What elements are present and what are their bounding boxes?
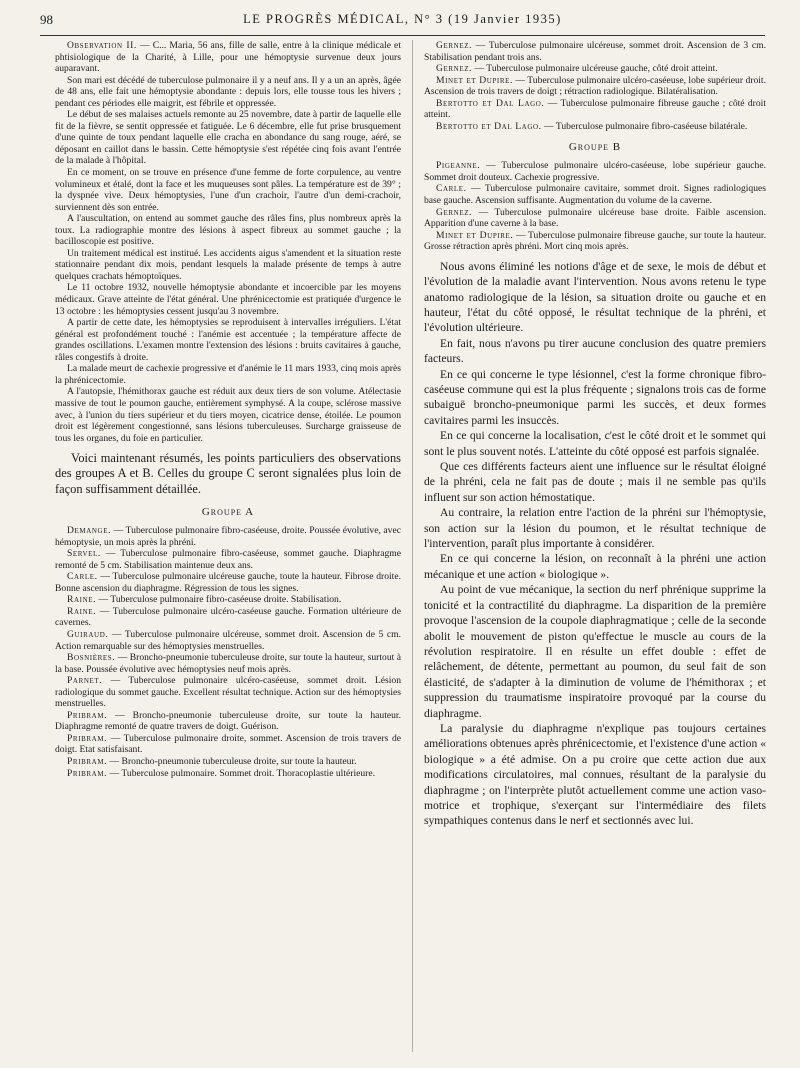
- case-text: — Tuberculose pulmonaire fibreuse gauche, sur toute la hauteur. Grosse rétraction après phréni. Mort cinq mois après.: [424, 229, 766, 253]
- observation-paragraph: Le 11 octobre 1932, nouvelle hémoptysie abondante et incoercible par les moyens médicaux. Grave atteinte de l'état général. Une phrénicectomie est pratiquée d'urgence le 13 octobre : les hémoptysies cessent jusqu'au 3 novembre.: [55, 282, 401, 317]
- case-text: — Tuberculose pulmonaire fibro-caséeuse, droite. Poussée évolutive, avec hémoptysie, un mois après la phréni.: [55, 525, 401, 548]
- case-text: — Tuberculose pulmonaire ulcéreuse base droite. Faible ascension. Apparition d'une caverne à la base.: [424, 206, 766, 230]
- case-entry: [55, 710, 401, 733]
- case-entry: [55, 756, 401, 768]
- case-text: — Tuberculose pulmonaire cavitaire, sommet droit. Signes radiologiques base gauche. Ascension suffisante. Augmentation du volume de la caverne.: [424, 183, 766, 207]
- case-author: Pigeanne.: [436, 160, 481, 172]
- case-entry: [424, 40, 766, 63]
- observation-paragraph: A partir de cette date, les hémoptysies se reproduisent à intervalles irréguliers. L'état général est profondément touché : l'anémie est accentuée ; la température affecte de grandes oscillations. L'examen montre l'extension des lésions : bruits cavitaires à gauche, râles congestifs à droite.: [55, 317, 401, 363]
- case-text: — Tuberculose pulmonaire fibro-caséeuse droite. Stabilisation.: [96, 594, 342, 606]
- case-entry: [55, 594, 401, 606]
- case-entry: [424, 160, 766, 183]
- case-text: — Tuberculose pulmonaire ulcéro-caséeuse, lobe supérieur gauche. Sommet droit douteux. Cachexie progressive.: [424, 160, 766, 183]
- case-text: — Tuberculose pulmonaire fibreuse gauche ; côté droit atteint.: [424, 97, 766, 121]
- discussion-paragraph: En ce qui concerne la lésion, on reconnaît à la phréni une action mécanique et une action « biologique ».: [424, 552, 766, 581]
- discussion-paragraph: En ce qui concerne le type lésionnel, c'est la forme chronique fibro-caséeuse commune qui est la plus fréquente ; signalons trois cas de forme subaiguë broncho-pneumonique parmi les succès, et deux formes cavitaires parmi les insuccès.: [424, 367, 766, 427]
- case-text: — Broncho-pneumonie tuberculeuse droite, sur toute la hauteur.: [107, 755, 357, 767]
- case-entry: [55, 675, 401, 710]
- case-text: — Broncho-pneumonie tuberculeuse droite, sur toute la hauteur. Diaphragme remonté de quatre travers de doigt. Guérison.: [55, 709, 401, 733]
- case-entry: [55, 768, 401, 780]
- case-entry: [55, 733, 401, 756]
- case-text: — Tuberculose pulmonaire fibro-caséeuse, sommet gauche. Diaphragme remonté de 5 cm. Stabilisation maintenue deux ans.: [55, 548, 401, 571]
- observation-opening-text: — C... Maria, 56 ans, fille de salle, entre à la clinique médicale et phtisiologique de la Charité, à Lille, pour une hémoptysie survenue deux jours auparavant.: [55, 40, 401, 75]
- discussion-paragraph: Que ces différents facteurs aient une influence sur le résultat éloigné de la phréni, cela ne fait pas de doute ; mais il ne semble pas qu'ils influent sur son action hémostatique.: [424, 460, 766, 504]
- case-author: Carle.: [436, 183, 467, 195]
- case-entry: [424, 98, 766, 121]
- case-author: Pribram.: [67, 732, 108, 744]
- case-author: Bertotto et Dal Lago.: [436, 97, 545, 109]
- case-author: Raine.: [67, 605, 97, 617]
- case-text: — Tuberculose pulmonaire ulcéreuse, sommet droit. Ascension de 3 cm. Stabilisation pendant trois ans.: [424, 40, 766, 63]
- case-author: Servel.: [67, 548, 101, 560]
- observation-paragraph: A l'auscultation, on entend au sommet gauche des râles fins, plus nombreux après la toux. La radiographie montre des lésions à aspect fibreux au sommet gauche ; la bacilloscopie est positive.: [55, 213, 401, 248]
- discussion-paragraph: Nous avons éliminé les notions d'âge et de sexe, le mois de début et l'évolution de la maladie avant l'intervention. Nous avons retenu le type anatomo radiologique de la lésion, sa situation droite ou gauche et en hauteur, l'état du côté opposé, le résultat technique de la phréni, et l'évolution ultérieure.: [424, 259, 766, 335]
- case-author: Gernez.: [436, 63, 473, 75]
- case-entry: [424, 207, 766, 230]
- discussion-text: [424, 259, 766, 829]
- observation-paragraph: Un traitement médical est institué. Les accidents aigus s'amendent et la situation reste stationnaire pendant dix mois, pendant lesquels la malade présente de temps à autre quelques crachats hémoptoïques.: [55, 247, 401, 282]
- left-column: [55, 40, 401, 1055]
- discussion-paragraph: En ce qui concerne la localisation, c'est le côté droit et le sommet qui sont le plus souvent notés. L'atteinte du côté opposé est parfois signalée.: [424, 429, 766, 458]
- case-text: — Tuberculose pulmonaire ulcéro-caséeuse, lobe supérieur droit. Ascension de trois travers de doigt ; rétraction radiologique. Bilatéralisation.: [424, 74, 766, 98]
- case-author: Demange.: [67, 525, 112, 537]
- case-entry: [424, 75, 766, 98]
- case-author: Raine.: [67, 594, 97, 606]
- case-author: Gernez.: [436, 206, 473, 218]
- case-author: Minet et Dupire.: [436, 229, 514, 241]
- case-text: — Broncho-pneumonie tuberculeuse droite, sur toute la hauteur, surtout à la base. Poussée évolutive avec hémoptysies neuf mois après.: [55, 652, 401, 675]
- case-author: Pribram.: [67, 767, 108, 779]
- observation-paragraph: La malade meurt de cachexie progressive et d'anémie le 11 mars 1933, cinq mois après la phrénicectomie.: [55, 363, 401, 386]
- case-entry: [55, 606, 401, 629]
- case-text: — Tuberculose pulmonaire ulcéro-caséeuse, sommet droit. Lésion radiologique du sommet gauche. Excellent résultat technique. Action sur des hémoptysies menstruelles.: [55, 675, 401, 710]
- group-a-continued: [424, 40, 766, 132]
- header-rule: [40, 35, 765, 36]
- group-b-title: Groupe B: [568, 141, 622, 154]
- case-author: Minet et Dupire.: [436, 74, 514, 86]
- case-text: — Tuberculose pulmonaire ulcéreuse gauche, côté droit atteint.: [472, 63, 718, 75]
- case-text: — Tuberculose pulmonaire ulcéreuse, sommet droit. Ascension de 5 cm. Action remarquable sur des hémoptysies menstruelles.: [55, 628, 401, 652]
- right-column: [424, 40, 766, 1055]
- discussion-paragraph: Au contraire, la relation entre l'action de la phréni sur l'hémoptysie, son action sur la lésion du poumon, et le résultat technique de l'intervention, paraît plus importante à considérer.: [424, 506, 766, 551]
- case-author: Parnet.: [67, 675, 103, 687]
- case-entry: [424, 230, 766, 253]
- observation-text: [55, 40, 401, 444]
- observation-paragraph: Le début de ses malaises actuels remonte au 25 novembre, date à partir de laquelle elle fit de la fièvre, se sentit oppressée et fatiguée. Le 6 décembre, elle fut prise brusquement d'une quinte de toux pendant laquelle elle cracha en abondance du sang rouge, aéré, se déposant en caillot dans le bassin. Cette hémoptysie s'est répétée cinq fois avant l'entrée de la malade à l'hôpital.: [55, 109, 401, 167]
- case-entry: [55, 548, 401, 571]
- case-text: — Tuberculose pulmonaire fibro-caséeuse bilatérale.: [541, 120, 748, 132]
- discussion-paragraph: La paralysie du diaphragme n'explique pas toujours certaines améliorations obtenues après phrénicectomie, et l'existence d'une action « biologique » a été admise. On a pu croire que cette action due aux modifications circulatoires, mal connues, résultant de la paralysie du diaphragme ; on l'interprète plutôt actuellement comme une action vaso-motrice et trophique, s'exerçant sur l'intermédiaire des filets sympathiques contenus dans le nerf et sectionnés avec lui.: [424, 721, 766, 828]
- case-author: Pribram.: [67, 755, 108, 767]
- observation-label: Observation II.: [67, 40, 137, 51]
- case-entry: [55, 629, 401, 652]
- case-text: — Tuberculose pulmonaire ulcéreuse gauche, toute la hauteur. Fibrose droite. Bonne ascension du diaphragme. Régression de tous les signes.: [55, 571, 401, 594]
- case-entry: [424, 183, 766, 206]
- running-title: LE PROGRÈS MÉDICAL, N° 3 (19 Janvier 1935): [243, 12, 562, 26]
- case-author: Bosnières.: [67, 652, 116, 664]
- case-author: Pribram.: [67, 709, 108, 721]
- groups-intro: [55, 451, 401, 497]
- case-author: Guiraud.: [67, 628, 109, 640]
- case-text: — Tuberculose pulmonaire. Sommet droit. Thoracoplastie ultérieure.: [107, 767, 376, 779]
- case-entry: [424, 121, 766, 133]
- case-author: Bertotto et Dal Lago.: [436, 120, 542, 132]
- column-divider: [412, 40, 413, 1052]
- discussion-paragraph: Au point de vue mécanique, la section du nerf phrénique supprime la tonicité et la contractilité du diaphragme. La disparition de la première provoque l'ascension de la coupole diaphragmatique ; celle de la seconde abolit le mouvement de piston qu'effectue le muscle au cours de la révolution respiratoire. Il en résulte un effet double : effet de relâchement, de détente, permettant au poumon, du seul fait de son élasticité, de s'adapter à la diminution de volume de l'hémithorax ; et suppression du traumatisme inspiratoire provoqué par la course du diaphragme.: [424, 583, 766, 720]
- observation-opening: [55, 40, 401, 75]
- page-header: [40, 8, 765, 32]
- group-a-list: [55, 525, 401, 779]
- group-b-list: [424, 160, 766, 252]
- observation-paragraph: A l'autopsie, l'hémithorax gauche est réduit aux deux tiers de son volume. Atélectasie massive de tout le poumon gauche, entièrement symphysé. A la coupe, sclérose massive avec, à l'union du tiers supérieur et du tiers moyen, cicatrice dense, étoilée. Le poumon droit est légèrement congestionné, sans lésions tuberculeuses. Surcharge graisseuse de tous les organes, du foie en particulier.: [55, 386, 401, 444]
- case-author: Gernez.: [436, 40, 473, 51]
- groups-intro-paragraph: Voici maintenant résumés, les points particuliers des observations des groupes A et B. Celles du groupe C seront signalées plus loin de façon suffisamment détaillée.: [55, 451, 401, 496]
- case-entry: [55, 652, 401, 675]
- group-a-title: Groupe A: [201, 506, 255, 519]
- case-entry: [55, 525, 401, 548]
- page-number: 98: [40, 12, 53, 27]
- case-entry: [424, 63, 766, 75]
- observation-paragraph: Son mari est décédé de tuberculose pulmonaire il y a neuf ans. Il y a un an après, âgée de 48 ans, elle fait une hémoptysie abondante : depuis lors, elle tousse tous les hivers ; pendant ces périodes elle maigrit, est fébrile et oppressée.: [55, 74, 401, 109]
- discussion-paragraph: En fait, nous n'avons pu tirer aucune conclusion des quatre premiers facteurs.: [424, 336, 766, 366]
- case-text: — Tuberculose pulmonaire droite, sommet. Ascension de trois travers de doigt. Etat satisfaisant.: [55, 732, 401, 756]
- case-author: Carle.: [67, 571, 98, 583]
- case-text: — Tuberculose pulmonaire ulcéro-caséeuse gauche. Formation ultérieure de cavernes.: [55, 605, 401, 629]
- case-entry: [55, 571, 401, 594]
- observation-paragraph: En ce moment, on se trouve en présence d'une femme de forte corpulence, au ventre volumineux et étalé, dont la face et les muqueuses sont pâles. La température est de 39° ; la dyspnée vive. Deux hémoptysies, l'une d'un crachoir, l'autre d'un demi-crachoir, surviennent dès son entrée.: [55, 167, 401, 213]
